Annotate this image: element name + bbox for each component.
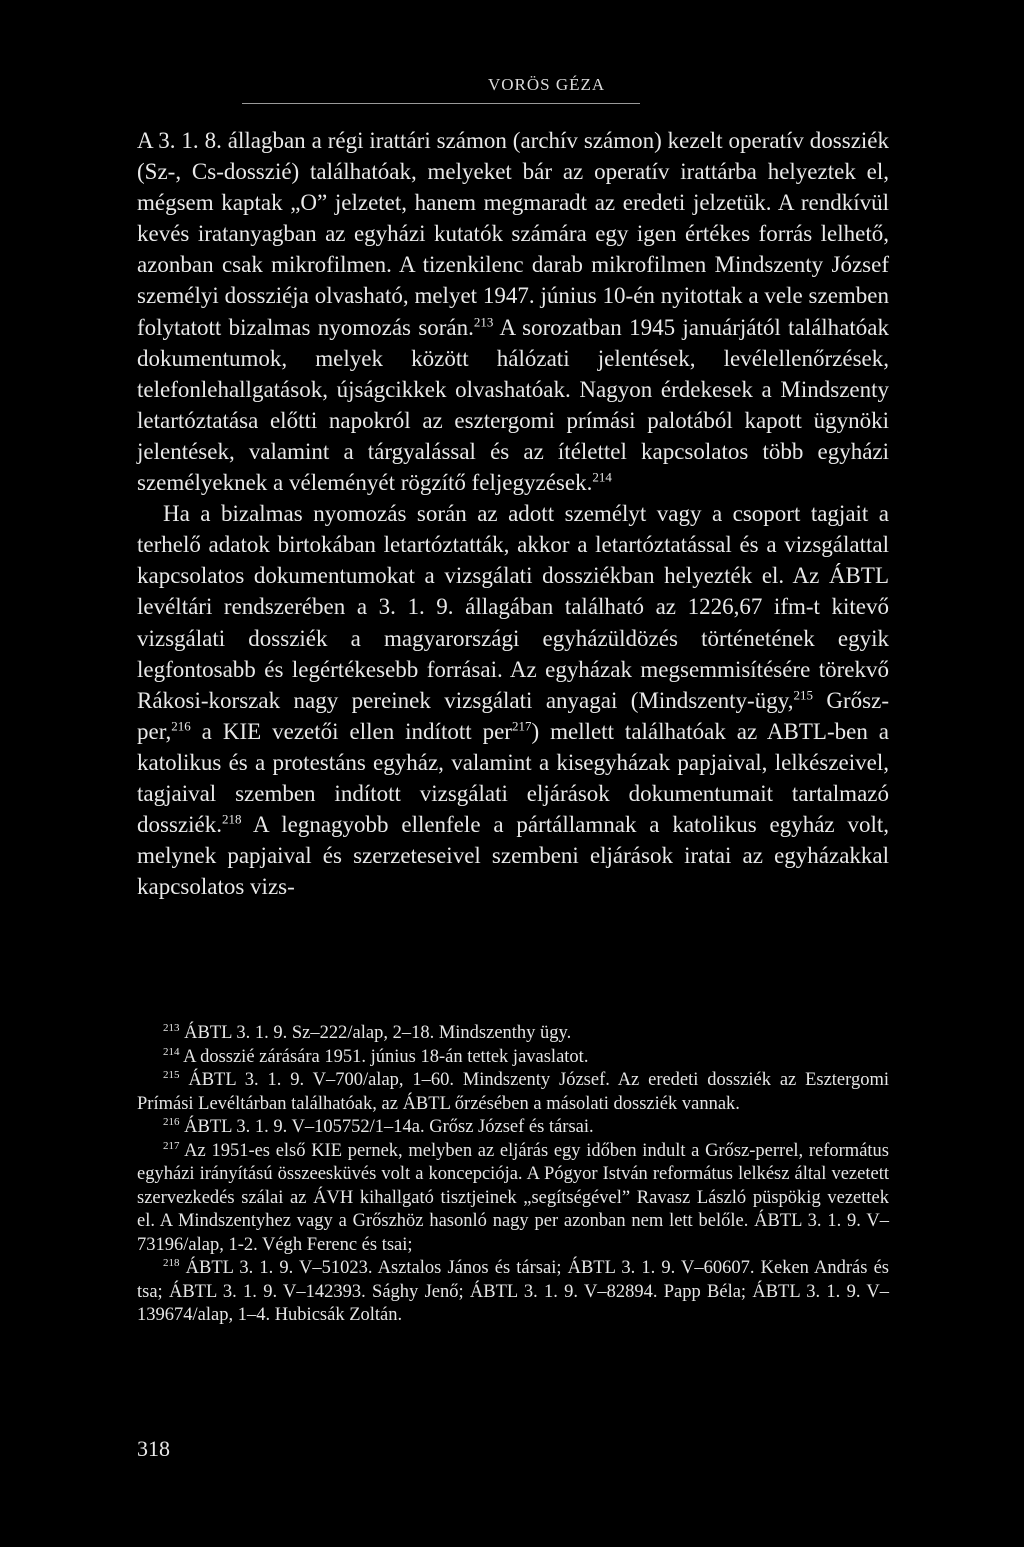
running-head: VORÖS GÉZA [488,75,606,94]
footnote-text: ÁBTL 3. 1. 9. V–105752/1–14a. Grősz József és társai. [179,1117,594,1137]
paragraph-2-text: Ha a bizalmas nyomozás során az adott személyt vagy a csoport tagjait a terhelő adatok birtokában letartóztatták, akkor a letartóztatással és a vizsgálattal kapcsolatos dokumentumokat a vizsgálati dossziékban helyezték el. Az ÁBTL levéltári rendszerében a 3. 1. 9. állagában található az 1226,67 ifm-t kitevő vizsgálati dossziék a magyarországi egyházüldözés történetének egyik legfontosabb és legértékesebb forrásai. Az egyházak megsemmisítésére törekvő Rákosi-korszak nagy pereinek vizsgálati anyagai (Mindszenty-ügy, [137,501,889,713]
footnote-number: 215 [163,1068,180,1081]
footnote-number: 216 [163,1115,180,1128]
footnote-ref-215: 215 [793,687,813,703]
footnote-ref-214: 214 [592,469,612,485]
paragraph-1 [137,125,889,498]
main-text [137,125,889,902]
footnote-216 [137,1116,889,1140]
footnote-text: Az 1951-es első KIE pernek, melyben az eljárás egy időben indult a Grősz-perrel, református egyházi irányítású összeesküvés volt a koncepciója. A Pógyor István református lelkész által vezetett szervezkedés szálai az ÁVH kihallgató tisztjeinek „segítségével” Ravasz László püspökig vezettek el. A Mindszentyhez vagy a Grőszhöz hasonló nagy per azonban nem lett belőle. ÁBTL 3. 1. 9. V–73196/alap, 1-2. Végh Ferenc és tsai; [137,1140,889,1255]
paragraph-2-text-c: a KIE vezetői ellen indított per [190,718,512,744]
footnote-number: 218 [163,1256,180,1269]
footnote-ref-216: 216 [171,718,191,734]
footnote-text: A dosszié zárására 1951. június 18-án tettek javaslatot. [179,1046,589,1067]
footnote-213 [137,1022,889,1046]
footnote-217 [137,1140,889,1258]
paragraph-2-text-d: ) mellett találhatóak az ABTL-ben a katolikus és a protestáns egyház, valamint a kisegyházak papjaival, lelkészeivel, tagjaival szemben indított vizsgálati eljárások dokumentumait tartalmazó dossziék. [137,718,890,838]
paragraph-1-text-cont: A sorozatban 1945 januárjától találhatóak dokumentumok, melyek között hálózati jelentések, levélellenőrzések, telefonlehallgatások, újságcikkek olvashatóak. Nagyon érdekesek a Mindszenty letartóztatása előtti napokról az esztergomi prímási palotából kapott ügynöki jelentések, valamint a tárgyalással és az ítélettel kapcsolatos több egyházi személyeknek a véleményét rögzítő feljegyzések. [137,314,889,496]
footnote-number: 213 [163,1021,180,1034]
footnote-text: ÁBTL 3. 1. 9. V–700/alap, 1–60. Mindszenty József. Az eredeti dossziék az Esztergomi Prímási Levéltárban találhatóak, az ÁBTL őrzésében a másolati dossziék vannak. [137,1070,889,1114]
footnote-number: 217 [163,1139,180,1152]
paragraph-2-text-b: Grősz-per, [137,687,889,744]
footnote-text: ÁBTL 3. 1. 9. V–51023. Asztalos János és társai; ÁBTL 3. 1. 9. V–60607. Keken András és tsa; ÁBTL 3. 1. 9. V–142393. Sághy Jenő; ÁBTL 3. 1. 9. V–82894. Papp Béla; ÁBTL 3. 1. 9. V–139674/alap, 1–4. Hubicsák Zoltán. [137,1258,889,1325]
footnote-ref-217: 217 [511,718,532,734]
paragraph-2-text-e: A legnagyobb ellenfele a pártállamnak a katolikus egyház volt, melynek papjaival és szerzeteseivel szembeni eljárások iratai az egyházakkal kapcsolatos vizs- [137,812,889,900]
footnote-text: ÁBTL 3. 1. 9. Sz–222/alap, 2–18. Mindszenthy ügy. [179,1023,572,1043]
paragraph-2 [137,498,889,902]
footnote-ref-213: 213 [473,313,494,329]
footnote-ref-218: 218 [221,811,242,827]
footnote-218 [137,1257,889,1328]
header-rule [242,103,640,104]
footnote-215 [137,1069,889,1116]
footnote-214 [137,1046,889,1070]
paragraph-1-text: A 3. 1. 8. állagban a régi irattári számon (archív számon) kezelt operatív dossziék (Sz-, Cs-dosszié) találhatóak, melyeket bár az operatív irattárba helyeztek el, mégsem kaptak „O” jelzetet, hanem megmaradt az eredeti jelzetük. A rendkívül kevés iratanyagban az egyházi kutatók számára egy igen értékes forrás lelhető, azonban csak mikrofilmen. A tizenkilenc darab mikrofilmen Mindszenty József személyi dossziéja olvasható, melyet 1947. június 10-én nyitottak a vele szemben folytatott bizalmas nyomozás során. [137,128,889,340]
page-number: 318 [137,1436,170,1461]
footnote-number: 214 [163,1045,180,1058]
footnotes [137,1022,889,1328]
